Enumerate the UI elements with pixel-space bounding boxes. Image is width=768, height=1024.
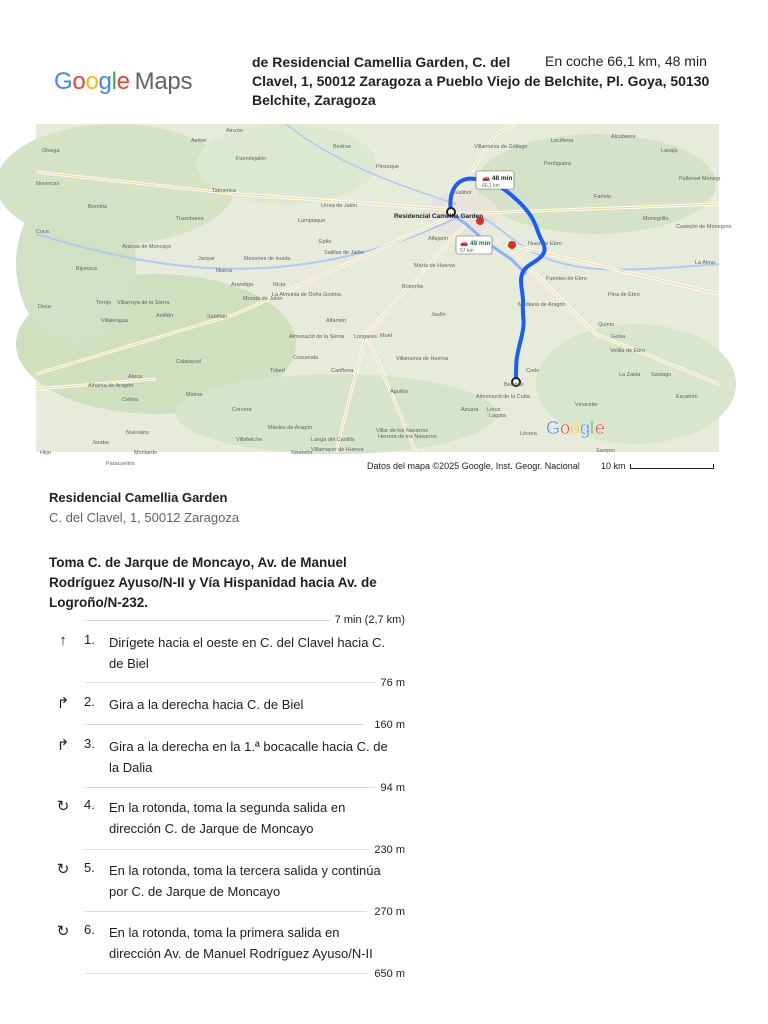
logo-letter: g [98,68,112,95]
map-place-label: Deza [38,304,51,310]
step-text [109,922,409,964]
map-place-label: Arandiga [231,282,254,288]
step-number: 4. [84,797,95,812]
roundabout-icon: ↻ [56,798,70,815]
step-distance: 650 m [374,968,405,980]
map-place-label: Salillas de Jalón [324,250,364,256]
map-place-label: Borobia [88,204,107,210]
map-place-label: Cuca [36,229,49,235]
map-place-label: Bijuesca [76,266,97,272]
map-place-label: Villanueva de Gállego [474,144,528,150]
map-place-label: Villalengua [101,318,128,324]
route-title-line-3-text: Belchite, Zaragoza [252,92,376,108]
map-place-label: Almonacid de la Sierra [289,334,345,340]
map-place-label: Sabiñán [207,314,228,320]
step-distance: 230 m [374,844,405,856]
map-place-label: Leciñena [551,138,574,144]
map-place-label: María de Huerva [414,263,455,269]
step-text-line: la Dalia [109,760,153,775]
map-place-label: Botorrita [402,284,423,290]
map-place-label: Sástago [651,372,672,378]
map-place-label: Sisamón [291,450,313,456]
step-text [109,632,409,674]
map-attribution: Datos del mapa ©2025 Google, Inst. Geogr. Nacional [367,461,580,471]
step-divider [85,849,367,850]
map-watermark-letter: o [570,418,581,438]
route-callout-time: 🚗 48 min [482,175,513,182]
logo-letter: G [54,68,73,95]
map-place-label: Pinseque [376,164,399,170]
map-place-label: Cosuenda [293,355,319,361]
map-place-label: Calatayud [176,359,201,365]
map-place-label: Cervera [232,407,252,413]
map-place-label: Miedes de Aragón [268,425,313,431]
step-distance: 160 m [374,719,405,731]
map-place-label: Aniñón [156,313,174,319]
origin-name: Residencial Camellia Garden [49,490,228,505]
map-scale-bar [630,464,714,469]
origin-address: C. del Clavel, 1, 50012 Zaragoza [49,510,240,525]
turn-right-icon: ↱ [56,695,70,712]
step-text-line: por C. de Jarque de Moncayo [109,884,281,899]
map-place-label: Velilla de Ebro [610,348,646,354]
section-divider [85,620,330,621]
map-place-label: Lagata [489,413,506,419]
map-place-label: Alfajarín [428,236,449,242]
map-place-label: Fuentes de Ebro [546,276,587,282]
map-place-label: Alhama de Aragón [88,383,134,389]
turn-right-icon: ↱ [56,737,70,754]
step-distance: 76 m [380,677,405,689]
step-number: 6. [84,922,95,937]
logo-letter: o [72,68,86,95]
map-place-label: Epila [319,239,332,245]
map-place-label: Ainzón [226,128,243,134]
step-divider [85,682,375,683]
map-place-label: Ambel [191,138,207,144]
map-place-label: Alcubierre [611,134,636,140]
map-place-label: La Almunia de Doña Godina [272,292,341,298]
logo-letter: l [111,68,117,95]
step-distance: 94 m [380,782,405,794]
map-place-label: Farlete [594,194,612,200]
map-place-label: Aguilón [390,389,409,395]
map-place-label: Nuévalos [126,430,149,436]
map-place-label: Olvega [42,148,60,154]
map-place-label: Monegrillo [643,216,669,222]
map-place-label: Codo [526,368,540,374]
step-divider [85,787,375,788]
map-place-label: Ateca [128,374,143,380]
map-place-label: Villarroya de la Sierra [117,300,170,306]
step-text [109,736,409,778]
map-place-label: Perdiguera [544,161,571,167]
route-title-line-2 [252,72,722,110]
map-place-label: Paracuellos [106,461,135,467]
step-divider [85,724,365,725]
step-number: 5. [84,860,95,875]
map-place-label: Alfamén [326,318,347,324]
map-place-label: Illueca [216,268,232,274]
route-title-line-1: de Residencial Camellia Garden, C. del [252,54,511,70]
map-watermark-letter: G [546,418,561,438]
map-watermark-letter: o [560,418,571,438]
step-text-line: En la rotonda, toma la tercera salida y continúa [109,863,381,878]
step-number: 2. [84,694,95,709]
map-place-label: Fuendejalón [236,156,267,162]
step-text-line: Gira a la derecha hacia C. de Biel [109,697,304,712]
map-watermark-letter: l [590,418,594,438]
map-place-label: Ricla [273,282,286,288]
roundabout-icon: ↻ [56,861,70,878]
map-scale-label: 10 km [601,461,626,471]
map-place-label: Mesones de Isuela [244,256,291,262]
step-text [109,797,409,839]
map-place-label: Jarque [198,256,215,262]
alt-callout-time: 🚗 48 min [460,240,491,247]
map-place-label: Vinaceite [575,402,598,408]
section-heading [49,553,389,613]
map-place-label: Torrijo [96,300,111,306]
step-text-line: de Biel [109,656,149,671]
route-callout-distance: 66,1 km [482,183,500,189]
map-place-label: Escatrón [676,394,698,400]
map-watermark-letter: g [580,418,591,438]
step-text-line: Gira a la derecha en la 1.ª bocacalle hacia C. de [109,739,388,754]
map-place-label: Longares [354,334,377,340]
roundabout-icon: ↻ [56,923,70,940]
map-place-label: Trasobares [176,216,204,222]
step-text-line: En la rotonda, toma la segunda salida en [109,800,346,815]
map-place-label: Gelsa [611,334,626,340]
map-place-label: Azuara [461,407,479,413]
map-place-label: Nuez de Ebro [528,241,562,247]
map-place-label: Muel [380,333,392,339]
map-place-label: Urrea de Jalón [321,203,358,209]
alt-callout-distance: 57 km [460,248,474,254]
step-divider [85,973,367,974]
map-place-label: Palleruel Monegr [679,176,721,182]
map-place-label: Juslibol [453,190,472,196]
map-place-label: Tobed [270,368,285,374]
map-watermark-letter: e [595,418,606,438]
map-place-label: La Almo [695,260,715,266]
map-place-label: Bedroa [333,144,351,150]
map-place-label: Cetina [122,397,138,403]
step-text-line: dirección C. de Jarque de Moncayo [109,821,314,836]
map-place-label: Letux [487,407,501,413]
map-place-label: Mainar [186,392,203,398]
section-heading-line: Logroño/N-232. [49,595,149,610]
step-text-line: Dirígete hacia el oeste en C. del Clavel hacia C. [109,635,386,650]
step-text-line: dirección Av. de Manuel Rodríguez Ayuso/N-II [109,946,373,961]
logo-maps-word: Maps [134,68,193,95]
map-place-label: Villar de los Navarros [376,428,429,434]
route-summary: En coche 66,1 km, 48 min [545,53,707,69]
map-place-label: Pina de Ebro [608,292,640,298]
section-heading-line: Toma C. de Jarque de Moncayo, Av. de Manuel [49,555,347,570]
step-text-line: En la rotonda, toma la primera salida en [109,925,340,940]
step-distance: 270 m [374,906,405,918]
map-place-label: Quinto [598,322,615,328]
route-title-line-2-text: Clavel, 1, 50012 Zaragoza a Pueblo Viejo de Belchite, Pl. Goya, 50130 [252,73,710,89]
logo-letter: e [116,68,130,95]
map-place-label: Belchite [504,382,524,388]
straight-arrow-icon: ↑ [59,632,67,649]
map-place-label: Mediana de Aragón [518,302,566,308]
google-maps-logo [54,68,192,96]
section-heading-line: Rodríguez Ayuso/N-II y Vía Hispanidad hacia Av. de [49,575,377,590]
step-number: 1. [84,632,95,647]
map-place-label: Lanaja [661,148,678,154]
map-place-label: Samper [596,448,616,454]
map-place-label: Morata de Jalón [243,296,283,302]
map-road-highlight [506,244,719,294]
map-place-label: Almonacid de la Cuba [476,394,530,400]
section-time: 7 min (2,7 km) [334,614,405,626]
map-place-label: Lécera [520,431,537,437]
map-place-label: Residencial Camellia Garden [394,213,484,220]
map-place-label: Cariñena [331,368,354,374]
map-place-label: Herrera de los Navarros [378,434,437,440]
step-text [109,694,409,715]
map-place-label: Langa del Castillo [311,437,355,443]
map-place-label: Lumpiaque [298,218,326,224]
map-place-label: La Zaida [619,372,641,378]
map-place-label: Tabuenca [212,188,236,194]
step-divider [85,911,367,912]
traffic-marker [508,241,516,249]
step-text [109,860,409,902]
map-place-label: Villafeliche [236,437,263,443]
map-place-label: Villamayor de Huerva [311,447,364,453]
map-place-label: Castejón de Monegros [676,224,732,230]
map-place-label: Hijar [40,450,52,456]
map-place-label: Novercas [36,181,60,187]
map-place-label: Jaraba [92,440,109,446]
map-place-label: Villanueva de Huerva [396,356,449,362]
logo-letter: o [85,68,99,95]
step-number: 3. [84,736,95,751]
map-place-label: Aranda de Moncayo [122,244,172,250]
map-place-label: Jaulín [431,312,446,318]
map-place-label: Montarde [134,450,158,456]
